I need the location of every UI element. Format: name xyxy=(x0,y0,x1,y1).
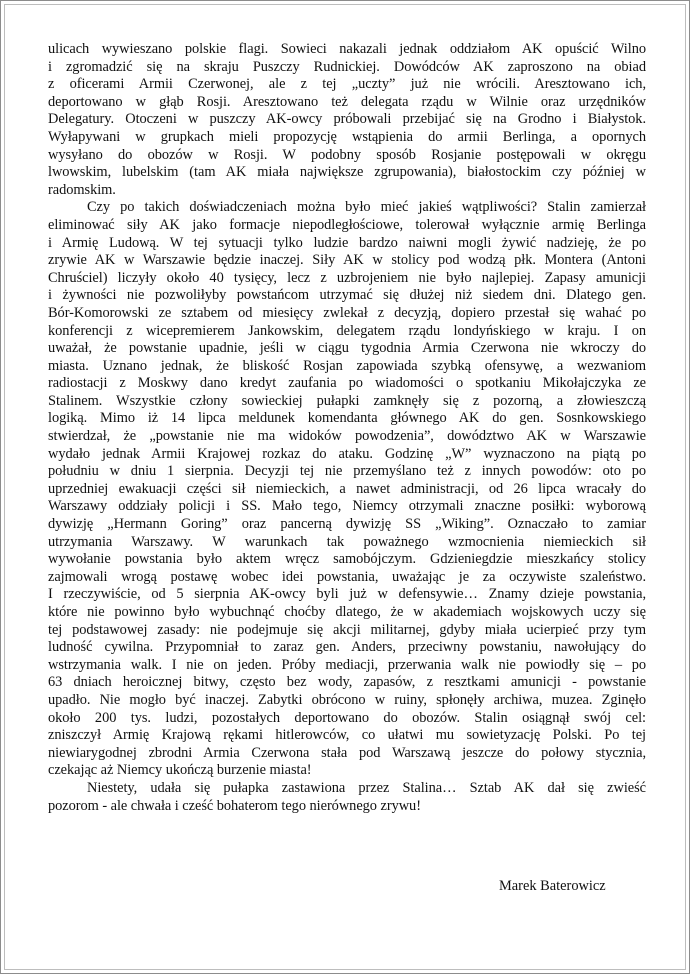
text-line: niewiarygodnej zbrodni Armia Czerwona stała pod Warszawą jeszcze do połowy stycznia, xyxy=(48,744,646,761)
text-line: wywołanie powstania było aktem wręcz samobójczym. Gdzieniegdzie mieszkańcy stolicy xyxy=(48,551,646,568)
text-line: wydało jednak Armii Krajowej rozkaz do ataku. Godzinę „W” wyznaczono na piątą po xyxy=(48,445,646,462)
text-line: czekając aż Niemcy ukończą burzenie miasta! xyxy=(48,762,312,779)
text-line: uważał, że powstanie upadnie, jeśli w ciągu tygodnia Armia Czerwona nie wkroczy do xyxy=(48,340,646,357)
text-line: uprzedniej ewakuacji części sił niemieckich, a nawet administracji, od 26 lipca wracały do xyxy=(48,480,646,497)
text-line: miasta. Uznano jednak, że bliskość Rosjan zapowiada szybką ofensywę, a wezwaniom xyxy=(48,357,646,374)
text-line: I rzeczywiście, od 5 sierpnia AK-owcy byli już w defensywie… Znamy dzieje powstania, xyxy=(48,586,646,603)
text-line: i zgromadzić się na skraju Puszczy Rudnickiej. Dowódców AK zaproszono na obiad xyxy=(48,58,646,75)
text-line: zrywie AK w Warszawie będzie inaczej. Siły AK w stolicy pod wodzą płk. Montera (Antoni xyxy=(48,252,646,269)
text-line: pozorom - ale chwała i cześć bohaterom tego nierównego zrywu! xyxy=(48,797,421,814)
text-line: deportowano w głąb Rosji. Aresztowano też delegata rządu w Wilnie oraz urzędników xyxy=(48,93,646,110)
text-line: Niestety, udała się pułapka zastawiona przez Stalina… Sztab AK dał się zwieść xyxy=(87,779,646,796)
text-line: wysyłano do obozów w Rosji. W podobny sposób Rosjanie postępowali w okręgu xyxy=(48,146,646,163)
text-line: Delegatury. Otoczeni w puszczy AK-owcy próbowali przebijać się na Grodno i Białystok. xyxy=(48,111,646,128)
text-line: Warszawy oddziały policji i SS. Mało tego, Niemcy otrzymali znaczne posiłki: wyborową xyxy=(48,498,646,515)
text-line: południu w dniu 1 sierpnia. Decyzji tej nie przemyślano też z innych powodów: oto po xyxy=(48,463,646,480)
text-line: które nie powinno było wybuchnąć choćby dlatego, że w akademiach wojskowych uczy się xyxy=(48,604,646,620)
text-line: z oficerami Armii Czerwonej, ale z tej „uczty” już nie wrócili. Aresztowano ich, xyxy=(48,76,646,93)
text-line: zniszczył Armię Krajową rękami hitlerowców, co ułatwi mu sowietyzację Polski. Po tej xyxy=(48,727,646,744)
text-line: logiką. Mimo iż 14 lipca meldunek komendanta głównego AK do gen. Sosnkowskiego xyxy=(48,410,646,427)
text-line: utrzymania Warszawy. W warunkach tak poważnego wzmocnienia niemieckich sił xyxy=(48,533,646,550)
author-signature: Marek Baterowicz xyxy=(499,878,606,894)
text-line: radiostacji z Moskwy dano kredyt zaufania po wiadomości o spotkaniu Mikołajczyka ze xyxy=(48,375,646,392)
article-body xyxy=(48,41,646,815)
paragraph-2 xyxy=(48,199,646,780)
text-line: około 200 tys. ludzi, pozostałych deportowano do obozów. Stalin osiągnął swój cel: xyxy=(48,709,646,726)
text-line: ludność cywilna. Przypomniał to zaraz gen. Anders, przeciwny powstaniu, nawołujący do xyxy=(48,639,646,656)
text-line: i żywności nie pozwoliłyby powstańcom utrzymać się dłużej niż siedem dni. Dlatego gen. xyxy=(48,287,646,304)
text-line: Bór-Komorowski ze sztabem od miesięcy zwlekał z decyzją, dopiero przestał się wahać po xyxy=(48,304,646,321)
text-line: 63 dniach heroicznej bitwy, często bez wody, zapasów, z resztkami amunicji - powstanie xyxy=(48,674,646,691)
paragraph-3 xyxy=(48,780,646,815)
text-line: Wyłapywani w grupkach mieli propozycję wstąpienia do armii Berlinga, a opornych xyxy=(48,128,646,145)
text-line: eliminować siły AK jako formacje niepodległościowe, tolerował wyłącznie armię Berlinga xyxy=(48,216,646,233)
text-line: tej podstawowej zasady: nie podejmuje się akcji militarnej, gdyby miała ucierpieć przy tym xyxy=(48,621,646,638)
text-line: stwierdzał, że „powstanie nie ma widoków powodzenia”, dowództwo AK w Warszawie xyxy=(48,428,646,445)
text-line: zajmowali wrogą postawę wobec idei powstania, uważając je za oczywiste szaleństwo. xyxy=(48,568,646,585)
text-line: wstrzymania walk. I nie on jeden. Próby mediacji, przerwania walk nie powiodły się – po xyxy=(48,656,646,673)
paragraph-1 xyxy=(48,41,646,199)
text-line: konferencji z wicepremierem Jankowskim, delegatem rządu londyńskiego w kraju. I on xyxy=(48,322,646,339)
text-line: Stalinem. Wszystkie człony sowieckiej pułapki zamknęły się z pozorną, a złowieszczą xyxy=(48,392,646,409)
text-line: ulicach wywieszano polskie flagi. Sowieci nakazali jednak oddziałom AK opuścić Wilno xyxy=(48,41,646,57)
text-line: upadło. Nie mogło być inaczej. Zabytki obrócono w ruiny, spłonęły archiwa, muzea. Zginęło xyxy=(48,691,646,708)
text-line: dywizję „Hermann Goring” oraz pancerną dywizję SS „Wiking”. Oznaczało to zamiar xyxy=(48,516,646,533)
text-line: Chruściel) liczyły około 40 tysięcy, lecz z uzbrojeniem nie było najlepiej. Zapasy amunicji xyxy=(48,269,646,286)
text-line: lwowskim, lubelskim (tam AK miała największe zgrupowania), białostockim czy później w xyxy=(48,164,646,181)
text-line: radomskim. xyxy=(48,181,116,198)
text-line: i Armię Ludową. W tej sytuacji tylko ludzie bardzo naiwni mogli żywić nadzieję, że po xyxy=(48,234,646,251)
text-line: Czy po takich doświadczeniach można było mieć jakieś wątpliwości? Stalin zamierzał xyxy=(87,199,646,216)
